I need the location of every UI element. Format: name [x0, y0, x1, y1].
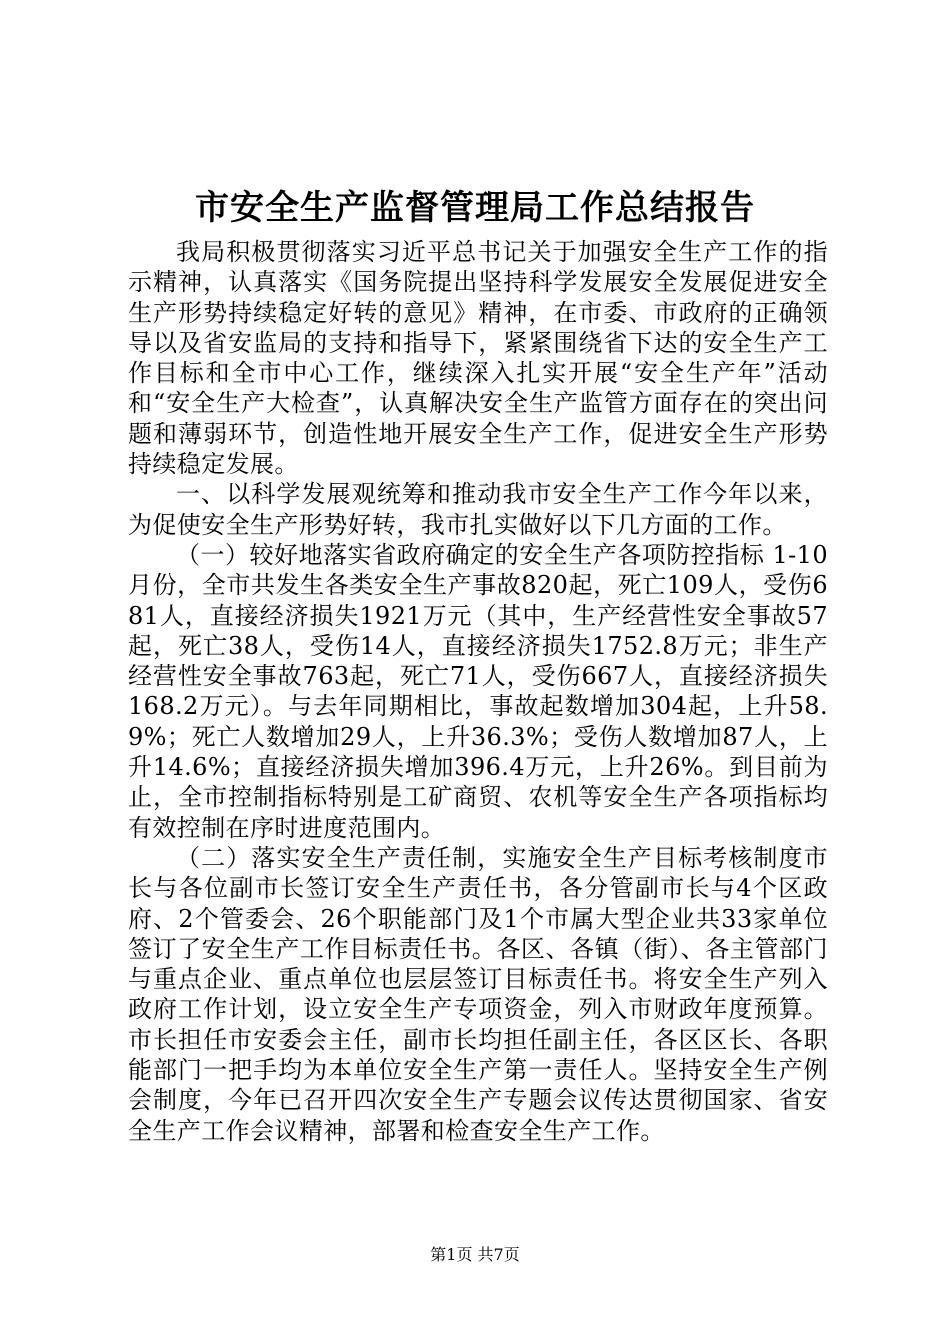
- paragraph-section-1: 一、以科学发展观统筹和推动我市安全生产工作今年以来，为促使安全生产形势好转，我市扎实做好以下几方面的工作。: [128, 480, 828, 539]
- paragraph-subsection-1: （一）较好地落实省政府确定的安全生产各项防控指标 1-10月份，全市共发生各类安全生产事故820起，死亡109人，受伤681人，直接经济损失1921万元（其中，生产经营性安全事故57起，死亡38人，受伤14人，直接经济损失1752.8万元；非生产经营性安全事故763起，死亡71人，受伤667人，直接经济损失168.2万元）。与去年同期相比，事故起数增加304起，上升58.9%；死亡人数增加29人，上升36.3%；受伤人数增加87人，上升14.6%；直接经济损失增加396.4万元，上升26%。到目前为止，全市控制指标特别是工矿商贸、农机等安全生产各项指标均有效控制在序时进度范围内。: [128, 540, 828, 842]
- document-body: [128, 237, 828, 1146]
- paragraph-subsection-2: （二）落实安全生产责任制，实施安全生产目标考核制度市长与各位副市长签订安全生产责任书，各分管副市长与4个区政府、2个管委会、26个职能部门及1个市属大型企业共33家单位签订了安全生产工作目标责任书。各区、各镇（街）、各主管部门与重点企业、重点单位也层层签订目标责任书。将安全生产列入政府工作计划，设立安全生产专项资金，列入市财政年度预算。市长担任市安委会主任，副市长均担任副主任，各区区长、各职能部门一把手均为本单位安全生产第一责任人。坚持安全生产例会制度，今年已召开四次安全生产专题会议传达贯彻国家、省安全生产工作会议精神，部署和检查安全生产工作。: [128, 843, 828, 1145]
- page-number-footer: 第1页 共7页: [430, 1245, 520, 1264]
- paragraph-intro: 我局积极贯彻落实习近平总书记关于加强安全生产工作的指示精神，认真落实《国务院提出坚持科学发展安全发展促进安全生产形势持续稳定好转的意见》精神，在市委、市政府的正确领导以及省安监局的支持和指导下，紧紧围绕省下达的安全生产工作目标和全市中心工作，继续深入扎实开展“安全生产年”活动和“安全生产大检查”，认真解决安全生产监管方面存在的突出问题和薄弱环节，创造性地开展安全生产工作，促进安全生产形势持续稳定发展。: [128, 238, 828, 479]
- document-title: 市安全生产监督管理局工作总结报告: [195, 188, 755, 228]
